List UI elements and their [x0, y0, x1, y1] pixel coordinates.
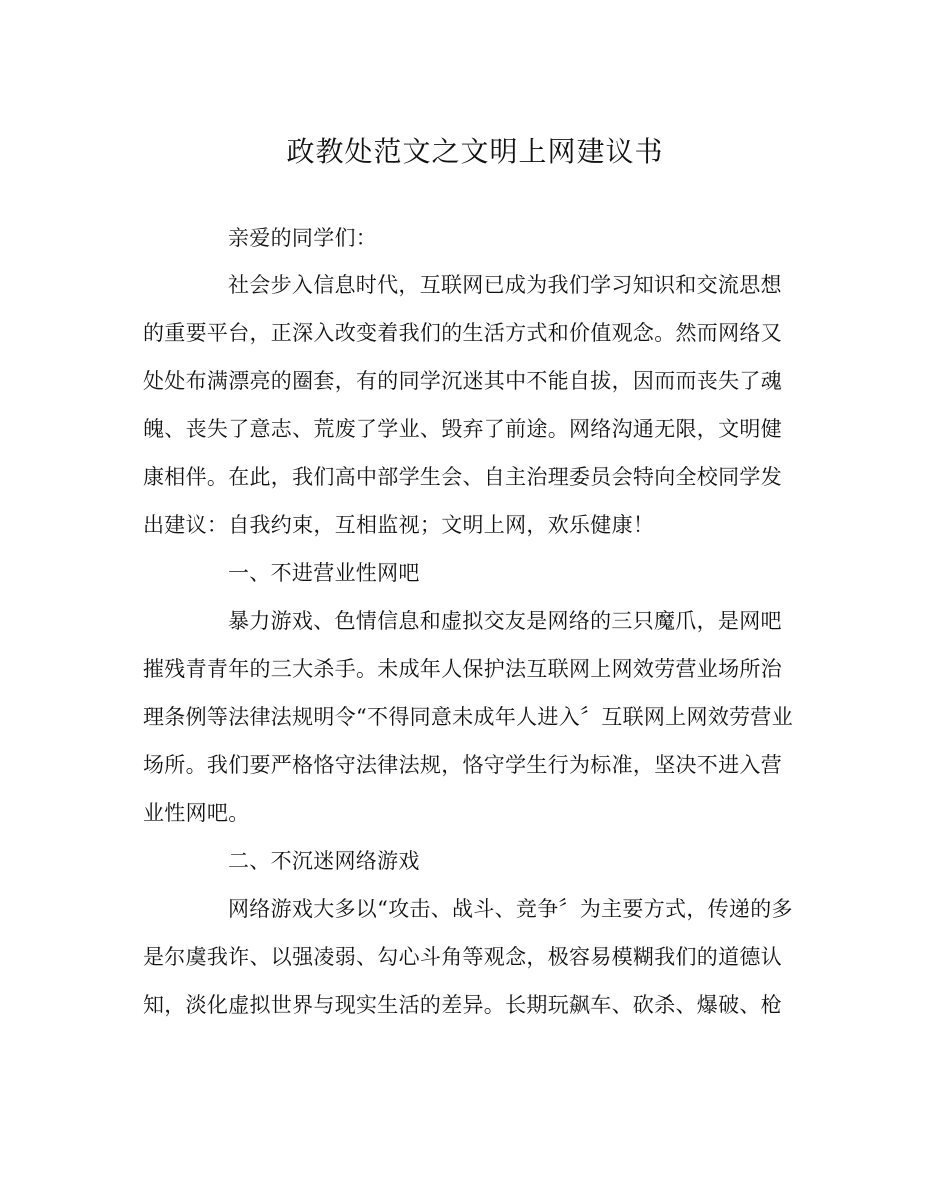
paragraph-line: 场所。我们要严格恪守法律法规，恪守学生行为标准，坚决不进入营 — [143, 753, 782, 777]
section-heading-2: 二、不沉迷网络游戏 — [228, 849, 420, 873]
paragraph-line: 出建议：自我约束，互相监视；文明上网，欢乐健康！ — [143, 513, 655, 537]
section-heading-1: 一、不进营业性网吧 — [228, 561, 420, 585]
paragraph-line: 暴力游戏、色情信息和虚拟交友是网络的三只魔爪，是网吧 — [228, 609, 782, 633]
paragraph-line: 是尔虞我诈、以强凌弱、勾心斗角等观念，极容易模糊我们的道德认 — [143, 945, 782, 969]
paragraph-line: 社会步入信息时代，互联网已成为我们学习知识和交流思想 — [228, 273, 782, 297]
salutation: 亲爱的同学们： — [228, 226, 378, 250]
paragraph-line: 业性网吧。 — [143, 801, 250, 825]
paragraph-line: 网络游戏大多以“攻击、战斗、竞争〞为主要方式，传递的多 — [228, 897, 793, 921]
paragraph-line: 的重要平台，正深入改变着我们的生活方式和价值观念。然而网络又 — [143, 321, 782, 345]
document-title: 政教处范文之文明上网建议书 — [286, 135, 664, 168]
paragraph-line: 魄、丧失了意志、荒废了学业、毁弃了前途。网络沟通无限，文明健 — [143, 417, 782, 441]
paragraph-line: 摧残青青年的三大杀手。未成年人保护法互联网上网效劳营业场所治 — [143, 657, 782, 681]
paragraph-line: 知，淡化虚拟世界与现实生活的差异。长期玩飙车、砍杀、爆破、枪 — [143, 993, 782, 1017]
paragraph-line: 处处布满漂亮的圈套，有的同学沉迷其中不能自拔，因而而丧失了魂 — [143, 369, 782, 393]
paragraph-line: 康相伴。在此，我们高中部学生会、自主治理委员会特向全校同学发 — [143, 465, 782, 489]
paragraph-line: 理条例等法律法规明令“不得同意未成年人进入〞互联网上网效劳营业 — [143, 705, 794, 729]
